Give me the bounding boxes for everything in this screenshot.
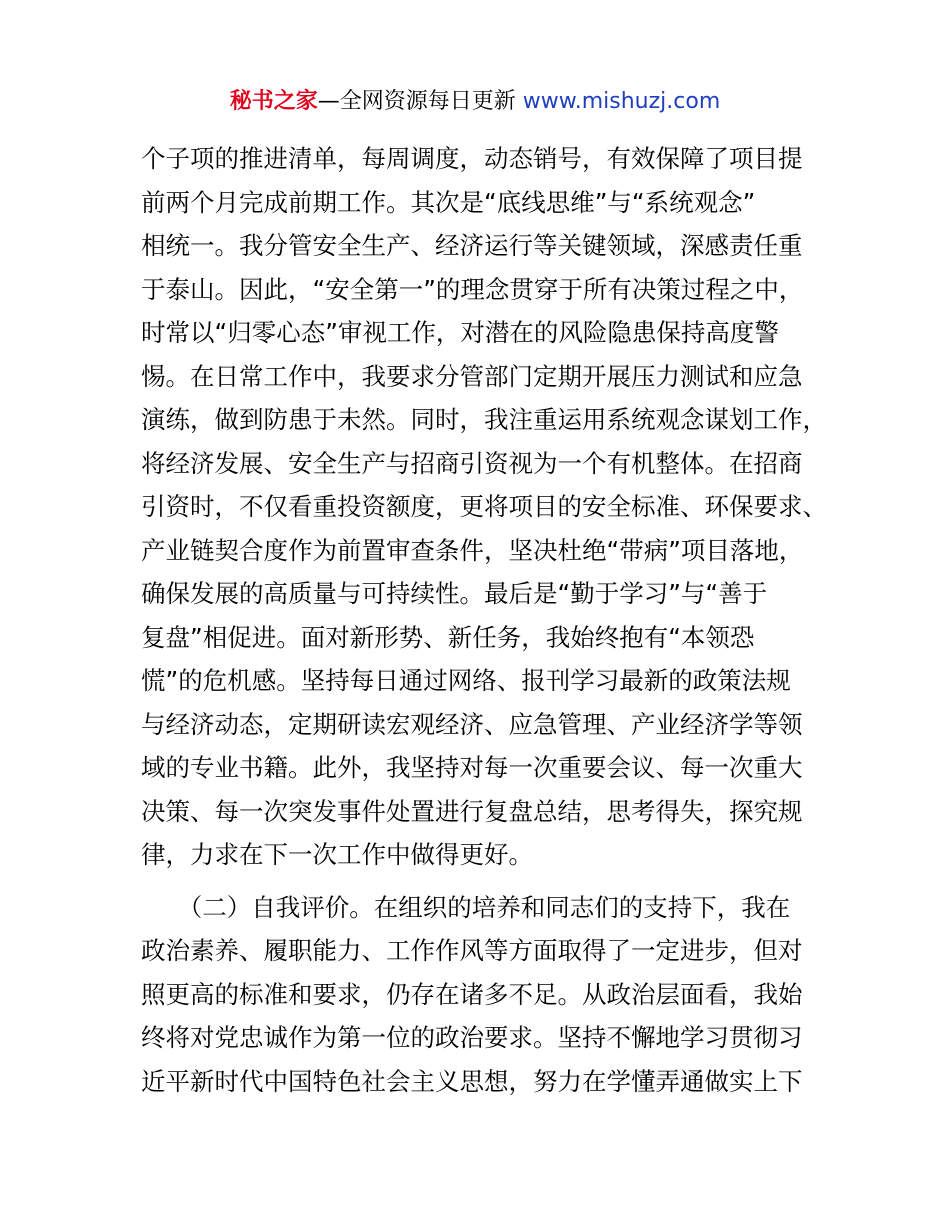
text-line: （二）自我评价。在组织的培养和同志们的支持下，我在 xyxy=(141,892,791,922)
text-line: 于泰山。因此，“安全第一”的理念贯穿于所有决策过程之中， xyxy=(141,274,804,304)
text-line: 惕。在日常工作中，我要求分管部门定期开展压力测试和应急 xyxy=(141,361,803,391)
paragraph-gap xyxy=(141,877,841,886)
text-line: 政治素养、履职能力、工作作风等方面取得了一定进步，但对 xyxy=(141,936,803,965)
text-line: 与经济动态，定期研读宏观经济、应急管理、产业经济学等领 xyxy=(141,709,803,739)
text-line: 个子项的推进清单，每周调度，动态销号，有效保障了项目提 xyxy=(141,144,803,173)
text-line: 相统一。我分管安全生产、经济运行等关键领域，深感责任重 xyxy=(141,231,803,260)
site-tagline: —全网资源每日更新 xyxy=(317,89,523,114)
site-brand: 秘书之家 xyxy=(229,89,318,114)
text-line: 律，力求在下一次工作中做得更好。 xyxy=(141,840,533,869)
text-line: 将经济发展、安全生产与招商引资视为一个有机整体。在招商 xyxy=(141,448,803,478)
text-line: 产业链契合度作为前置审查条件，坚决杜绝“带病”项目落地， xyxy=(141,535,804,565)
text-line: 慌”的危机感。坚持每日通过网络、报刊学习最新的政策法规 xyxy=(141,666,791,695)
text-line: 时常以“归零心态”审视工作，对潜在的风险隐患保持高度警 xyxy=(141,318,779,347)
text-line: 确保发展的高质量与可持续性。最后是“勤于学习”与“善于 xyxy=(141,579,768,608)
document-body xyxy=(141,137,841,1103)
text-line: 演练，做到防患于未然。同时，我注重运用系统观念谋划工作， xyxy=(141,405,827,434)
paragraph-1 xyxy=(141,137,841,877)
text-line: 前两个月完成前期工作。其次是“底线思维”与“系统观念” xyxy=(141,187,756,217)
text-line: 近平新时代中国特色社会主义思想，努力在学懂弄通做实上下 xyxy=(141,1066,803,1096)
site-url[interactable]: www.mishuzj.com xyxy=(522,89,721,114)
text-line: 复盘”相促进。面对新形势、新任务，我始终抱有“本领恐 xyxy=(141,622,755,652)
text-line: 域的专业书籍。此外，我坚持对每一次重要会议、每一次重大 xyxy=(141,753,803,782)
text-line: 终将对党忠诚作为第一位的政治要求。坚持不懈地学习贯彻习 xyxy=(141,1023,803,1052)
site-header xyxy=(0,86,950,118)
text-line: 照更高的标准和要求，仍存在诸多不足。从政治层面看，我始 xyxy=(141,979,803,1009)
text-line: 引资时，不仅看重投资额度，更将项目的安全标准、环保要求、 xyxy=(141,492,827,521)
paragraph-2 xyxy=(141,886,841,1104)
text-line: 决策、每一次突发事件处置进行复盘总结，思考得失，探究规 xyxy=(141,796,803,826)
